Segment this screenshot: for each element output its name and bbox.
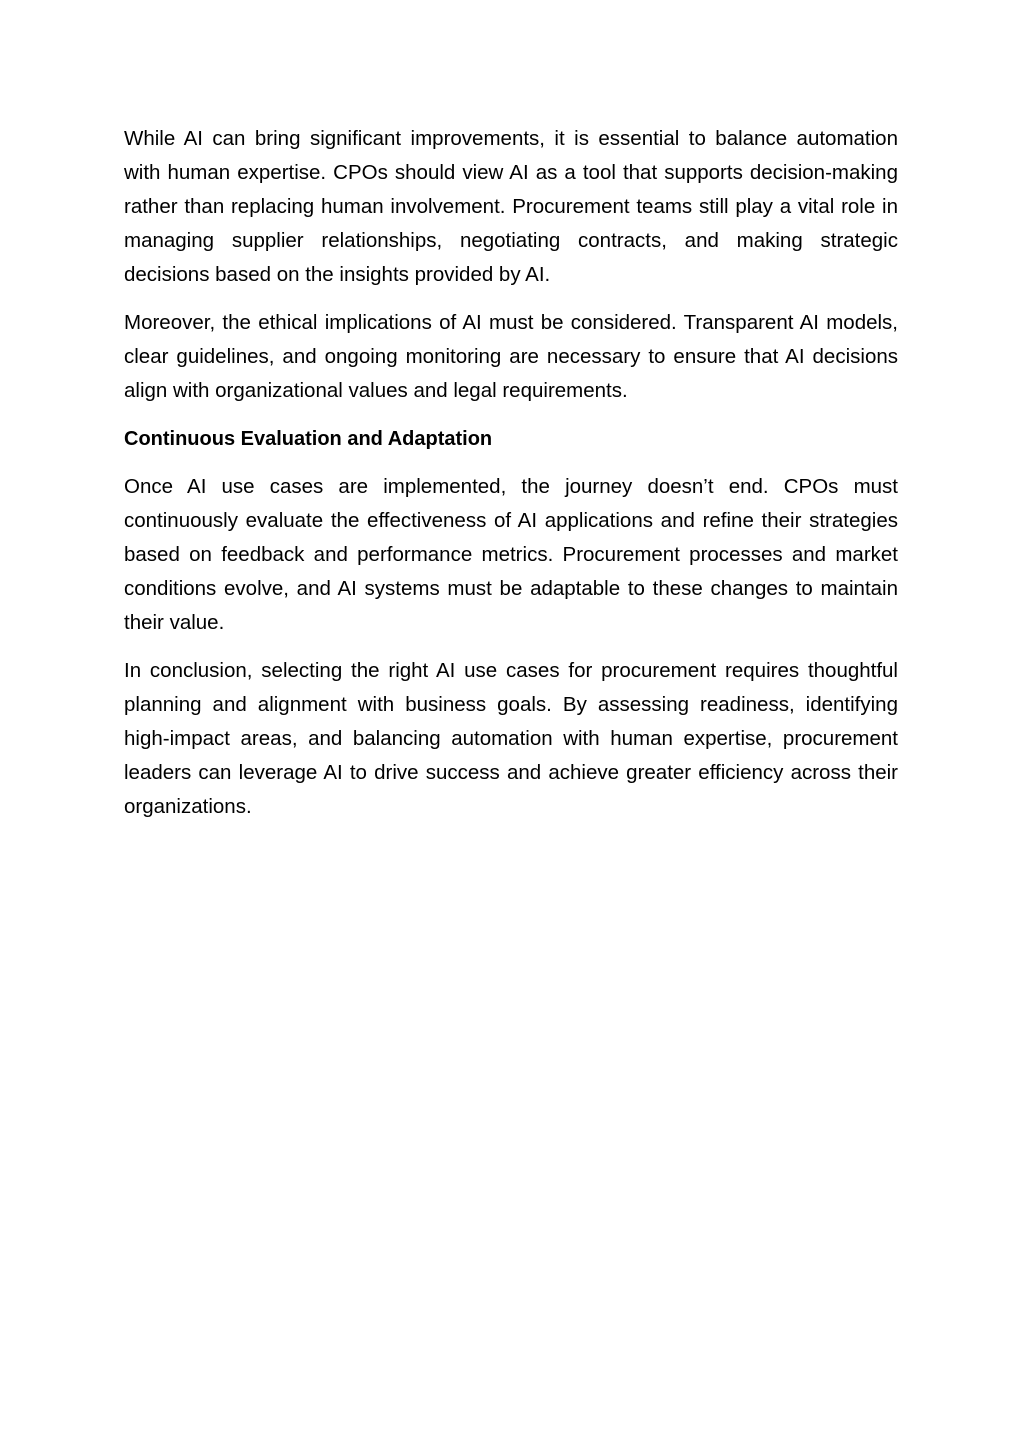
paragraph-conclusion: In conclusion, selecting the right AI use cases for procurement requires thoughtful planning and alignment with business goals. By assessing readiness, identifying high-impact areas, and balancing automation with human expertise, procurement leaders can leverage AI to drive success and achieve greater efficiency across their organizations.	[124, 659, 898, 818]
document-body	[124, 122, 898, 838]
paragraph-ethical-implications: Moreover, the ethical implications of AI must be considered. Transparent AI models, clear guidelines, and ongoing monitoring are necessary to ensure that AI decisions align with organizational values and legal requirements.	[124, 311, 898, 402]
paragraph-balance-automation: While AI can bring significant improvements, it is essential to balance automation with human expertise. CPOs should view AI as a tool that supports decision-making rather than replacing human involvement. Procurement teams still play a vital role in managing supplier relationships, negotiating contracts, and making strategic decisions based on the insights provided by AI.	[124, 127, 898, 286]
paragraph-continuous-evaluation: Once AI use cases are implemented, the journey doesn’t end. CPOs must continuously evaluate the effectiveness of AI applications and refine their strategies based on feedback and performance metrics. Procurement processes and market conditions evolve, and AI systems must be adaptable to these changes to maintain their value.	[124, 475, 898, 634]
section-heading: Continuous Evaluation and Adaptation	[124, 428, 493, 450]
